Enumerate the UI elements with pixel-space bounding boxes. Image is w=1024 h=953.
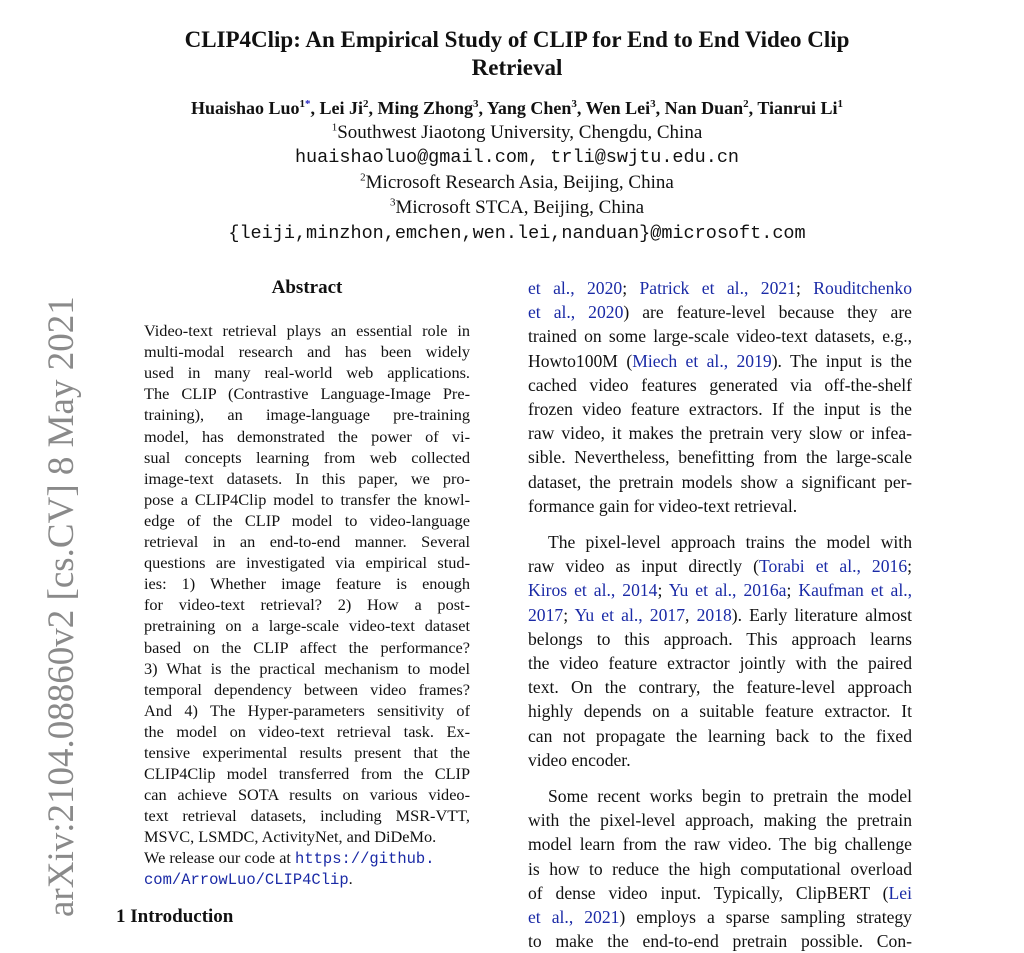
body-text: ; [786,580,799,601]
abstract-line: sual concepts learning from web collected [144,447,470,467]
body-line [528,724,912,748]
abstract-code-line: com/ArrowLuo/CLIP4Clip. [144,869,353,889]
body-text: ) employs a sparse sampling strategy [619,907,912,927]
citation-link[interactable]: Rouditchenko [813,278,912,298]
abstract-line: can achieve SOTA results on various video- [144,785,470,805]
body-text: can not propagate the learning back to the fixed [528,725,912,746]
body-line [528,470,912,494]
abstract-line: tensive experimental results present that the [144,743,470,762]
abstract-line: temporal dependency between video frames? [144,679,470,699]
author: Wen Lei$^3$ [585,98,656,118]
body-text: to make the end-to-end pretrain possible. Con- [528,931,912,952]
body-text: video encoder. [528,749,631,770]
abstract-line: MSVC, LSMDC, ActivityNet, and DiDeMo. [144,827,437,847]
body-line [528,530,912,554]
body-text: ). Early literature almost [731,604,912,625]
body-line [528,857,912,881]
body-line [528,397,912,421]
citation-link[interactable]: 2017 [528,604,564,625]
body-line [528,578,912,602]
body-line [528,881,912,905]
citation-link[interactable]: et al., 2020 [528,278,623,298]
affiliation: $^1$Southwest Jiaotong University, Chengdu, China [331,121,703,143]
body-text: ; [622,278,640,298]
author: Huaishao Luo$^{1*}$ [190,98,311,118]
body-text: , [685,604,697,625]
author: Nan Duan$^2$ [664,98,749,118]
abstract-line: pretraining on a large-scale video-text dataset [144,616,470,636]
abstract-line: The CLIP (Contrastive Language-Image Pre- [144,384,470,404]
body-text: with the pixel-level approach, making the pretrain [528,810,912,831]
code-link[interactable]: https://github. [295,850,435,868]
body-line [528,784,912,808]
body-text: text. On the contrary, the feature-level approach [528,677,912,698]
citation-link[interactable]: 2018 [696,604,732,625]
citation-link[interactable]: Kaufman et al., [798,580,912,601]
citation-link[interactable]: et al., 2020 [528,302,624,323]
body-line [528,905,912,929]
body-text: formance gain for video-text retrieval. [528,495,798,516]
affiliation: $^2$Microsoft Research Asia, Beijing, China [360,171,674,193]
body-text: belongs to this approach. This approach learns [528,628,912,649]
body-text: dataset, the pretrain models show a significant per- [528,471,912,492]
author: Ming Zhong$^3$ [377,98,479,118]
affiliation: $^3$Microsoft STCA, Beijing, China [389,196,645,218]
abstract-line: retrieval in an end-to-end manner. Several [144,532,470,551]
body-text: raw video as input directly ( [528,556,759,577]
author: Lei Ji$^2$ [319,98,369,118]
paper-title [100,26,934,82]
abstract-line: multi-modal research and has been widely [144,342,470,362]
body-text: highly depends on a suitable feature extractor. It [528,701,912,722]
body-line [528,651,912,675]
citation-link[interactable]: Miech et al., 2019 [632,350,772,371]
body-line [528,748,912,772]
abstract-line: the model on video-text retrieval task. Ex- [144,721,470,741]
body-line [528,554,912,578]
body-line [528,808,912,832]
arxiv-stamp: arXiv:2104.08860v2 [cs.CV] 8 May 2021 [41,296,82,917]
title-line-2: Retrieval [471,55,563,80]
body-line [528,300,912,324]
body-text: model learn from the raw video. The big challenge [528,834,912,855]
citation-link[interactable]: Yu et al., 2016a [668,580,787,601]
author-list: Huaishao Luo$^{1*}$, Lei Ji$^2$, Ming Zhong$^3$, Yang Chen$^3$, Wen Lei$^3$, Nan Duan$^2$, Tianrui Li$^1$ [190,98,844,118]
code-link[interactable]: com/ArrowLuo/CLIP4Clip [144,871,349,889]
abstract-line: for video-text retrieval? 2) How a post- [144,595,470,615]
body-text: ) are feature-level because they are [623,302,912,323]
citation-link[interactable]: Patrick et al., 2021 [639,278,796,298]
body-text: Some recent works begin to pretrain the model [548,786,912,806]
body-text: trained on some large-scale video-text datasets, e.g., [528,326,912,347]
abstract-line: text retrieval datasets, including MSR-VTT, [144,806,470,826]
abstract-line: image-text datasets. In this paper, we pro- [144,468,470,488]
body-text: ; [795,278,814,298]
body-text: is how to reduce the high computational overload [528,858,912,879]
body-line [528,929,912,953]
body-line [528,373,912,397]
abstract-line: used in many real-world web applications. [144,363,470,383]
body-line [528,627,912,651]
abstract-line: pose a CLIP4Clip model to transfer the knowl- [144,489,470,509]
abstract-line: Video-text retrieval plays an essential role in [144,321,470,340]
title-line-1: CLIP4Clip: An Empirical Study of CLIP for End to End Video Clip [184,27,850,52]
body-line [528,324,912,348]
body-line [528,445,912,469]
section-heading: 1 Introduction [116,906,234,927]
citation-link[interactable]: Yu et al., 2017 [574,604,685,625]
body-line [528,494,912,518]
abstract-line: edge of the CLIP model to video-language [144,510,470,530]
citation-link[interactable]: Lei [888,882,912,903]
body-line [528,603,912,627]
body-line [528,276,912,300]
author: Tianrui Li$^1$ [757,98,844,118]
citation-link[interactable]: Torabi et al., 2016 [759,556,908,577]
body-line [528,421,912,445]
body-text: ; [907,556,912,577]
abstract-line: CLIP4Clip model transferred from the CLIP [144,764,470,784]
abstract-line: model, has demonstrated the power of vi- [144,426,470,446]
abstract-line: questions are investigated via empirical stud- [144,553,470,573]
body-text: ; [657,580,669,601]
citation-link[interactable]: Kiros et al., 2014 [528,580,658,601]
body-text: Howto100M ( [528,350,633,371]
body-text: ). The input is the [771,350,912,371]
body-text: frozen video feature extractors. If the input is the [528,399,912,419]
body-line [528,349,912,373]
abstract-line: training), an image-language pre-training [144,405,470,425]
abstract-heading: Abstract [271,277,343,298]
body-line [528,699,912,723]
body-text: of dense video input. Typically, ClipBERT ( [528,882,889,903]
abstract-code-line: We release our code at https://github. [144,848,435,868]
body-text: ; [563,604,575,625]
abstract-line: ies: 1) Whether image feature is enough [144,574,470,594]
affiliation-email: {leiji,minzhon,emchen,wen.lei,nanduan}@microsoft.com [228,223,806,244]
affiliation-email: huaishaoluo@gmail.com, trli@swjtu.edu.cn [294,147,740,168]
body-text: the video feature extractor jointly with the paired [528,653,912,673]
body-line [528,675,912,699]
body-line [528,832,912,856]
body-text: raw video, it makes the pretrain very slow or infea- [528,423,912,444]
abstract-line: based on the CLIP affect the performance? [144,637,470,657]
body-text: cached video features generated via off-the-shelf [528,374,912,395]
abstract-line: And 4) The Hyper-parameters sensitivity of [144,700,470,720]
author: Yang Chen$^3$ [486,98,577,118]
body-text: The pixel-level approach trains the model with [548,532,912,552]
abstract-line: 3) What is the practical mechanism to model [144,658,470,678]
citation-link[interactable]: et al., 2021 [528,907,620,927]
body-text: sible. Nevertheless, benefitting from the large-scale [528,447,912,468]
